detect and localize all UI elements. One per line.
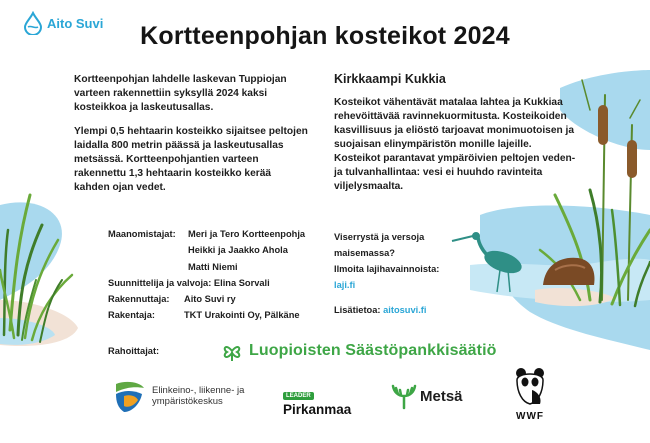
aitosuvi-link[interactable]: aitosuvi.fi [383,305,427,315]
observations-line-2: maisemassa? [334,248,395,258]
page-title: Kortteenpohjan kosteikot 2024 [140,22,510,50]
lsp-name: Luopioisten Säästöpankkisäätiö [249,342,497,359]
owner-name: Heikki ja Jaakko Ahola [188,245,288,256]
contractor-name: TKT Urakointi Oy, Pälkäne [184,310,300,321]
ely-line-1: Elinkeino-, liikenne- ja [152,385,245,396]
leader-pirkanmaa-logo [283,384,351,417]
pirkanmaa-name: Pirkanmaa [283,402,352,417]
credits-block [108,226,305,324]
leader-badge: LEADER [283,392,314,400]
builder-label: Rakennuttaja: [108,294,170,305]
intro-paragraph-1: Kortteenpohjan lahdelle laskevan Tuppiojan varteen rakennettiin syksyllä 2024 kaksi kosteikkoa ja laskeutusallas. [74,74,287,113]
more-info [334,302,427,318]
brand-name: Aito Suvi [47,15,104,31]
intro-text [74,73,309,205]
ely-text [152,385,244,407]
benefits-heading: Kirkkaampi Kukkia [334,72,446,86]
ely-logo [112,378,244,414]
owners-row [108,242,305,258]
designer-label: Suunnittelija ja valvoja: [108,277,212,288]
lsp-logo [221,340,497,362]
contractor-label: Rakentaja: [108,310,156,321]
moose-antler-icon [390,382,418,410]
owners-label: Maanomistajat: [108,229,176,239]
designer-name: Elina Sorvali [213,277,270,288]
wwf-logo [510,366,550,422]
builder-row [108,291,305,307]
owners-row [108,226,305,242]
leaf-knot-icon [221,340,243,362]
owner-name: Matti Niemi [188,261,238,272]
more-info-label: Lisätietoa: [334,305,381,315]
ely-emblem-icon [112,378,148,414]
observations-line-1: Viserrystä ja versoja [334,232,425,242]
metsa-name: Metsä [420,387,463,405]
builder-name: Aito Suvi ry [184,294,236,305]
observations-line-3: Ilmoita lajihavainnoista: [334,264,440,274]
wwf-name: WWF [516,411,544,422]
owners-row [108,259,305,275]
observations-block [334,229,439,293]
laji-link[interactable]: laji.fi [334,280,356,290]
intro-paragraph-2: Ylempi 0,5 hehtaarin kosteikko sijaitsee peltojen laidalla 800 metrin päässä ja laskeutusallas metsässä. Kortteenpohjantien varteen rakennettu 1,3 hehtaarin kosteikko kerää kahden ojan vedet. [74,126,308,193]
funders-label: Rahoittajat: [108,346,160,356]
owner-name: Meri ja Tero Kortteenpohja [188,229,306,239]
benefits-text: Kosteikot vähentävät matalaa lahtea ja Kukkiaa rehevöittävää ravinnekuormitusta. Kosteikoiden kasvillisuus ja eliöstö tarjoavat monimuotoisen ja suojaisan elinympäristön monille lajeille. Kosteikot parantavat ympäröivien peltojen veden- ja tulvanhallintaa: vesi ei huuhdo ravinteita viljelysmaalta. [334,97,576,192]
metsa-logo [390,382,463,410]
contractor-row [108,307,305,323]
ely-line-2: ympäristökeskus [152,396,223,407]
designer-row [108,275,305,291]
panda-icon [512,366,548,406]
